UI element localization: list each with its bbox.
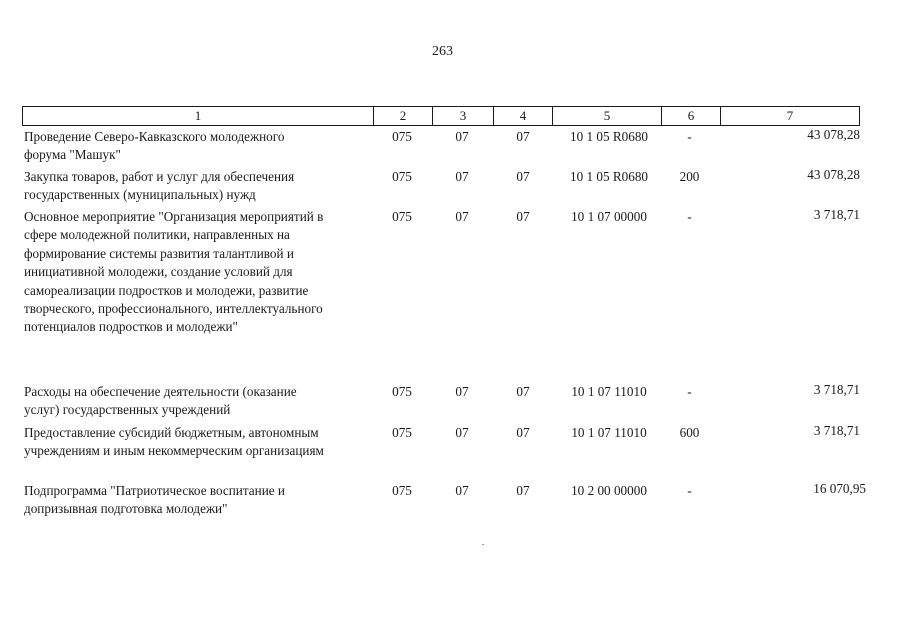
- row-name-line: Предоставление субсидий бюджетным, автономным: [24, 425, 319, 440]
- row-code: 075: [392, 384, 412, 399]
- row-name-line: допризывная подготовка молодежи": [24, 501, 228, 517]
- header-col-5: 5: [603, 108, 611, 123]
- row-amount: 16 070,95: [813, 481, 866, 496]
- row-section: 07: [455, 384, 469, 399]
- row-expense-type: -: [687, 384, 692, 399]
- row-code: 075: [392, 483, 412, 498]
- header-col-2: 2: [399, 108, 407, 123]
- header-col-1: 1: [194, 108, 202, 123]
- row-name-line: Проведение Северо-Кавказского молодежного: [24, 129, 285, 144]
- row-name-line: потенциалов подростков и молодежи": [24, 319, 238, 335]
- row-target-article: 10 1 05 R0680: [569, 169, 649, 184]
- row-section: 07: [455, 129, 469, 144]
- row-name: [24, 424, 374, 461]
- row-name-line: формирование системы развития талантливой и: [24, 245, 294, 261]
- row-section: 07: [455, 169, 469, 184]
- row-name-line: услуг) государственных учреждений: [24, 402, 231, 418]
- row-name: [24, 383, 374, 420]
- row-name-line: государственных (муниципальных) нужд: [24, 187, 256, 203]
- row-expense-type: 200: [679, 169, 700, 184]
- row-code: 075: [392, 169, 412, 184]
- row-expense-type: -: [687, 483, 692, 498]
- row-target-article: 10 1 07 11010: [571, 425, 647, 440]
- row-subsection: 07: [516, 129, 530, 144]
- row-expense-type: -: [687, 209, 692, 224]
- row-name-line: самореализации подростков и молодежи, развитие: [24, 282, 309, 298]
- row-name-line: сфере молодежной политики, направленных на: [24, 227, 290, 243]
- row-subsection: 07: [516, 209, 530, 224]
- row-name: [24, 482, 374, 519]
- row-name-line: творческого, профессионального, интеллектуального: [24, 301, 323, 317]
- page-number: 263: [432, 44, 453, 59]
- row-target-article: 10 1 07 11010: [571, 384, 647, 399]
- row-code: 075: [392, 209, 412, 224]
- row-name: [24, 168, 374, 205]
- row-subsection: 07: [516, 425, 530, 440]
- row-amount: 43 078,28: [807, 127, 860, 142]
- row-name-line: Закупка товаров, работ и услуг для обеспечения: [24, 169, 295, 184]
- row-section: 07: [455, 425, 469, 440]
- row-amount: 3 718,71: [813, 382, 860, 397]
- row-name: [24, 208, 374, 337]
- row-code: 075: [392, 129, 412, 144]
- scan-speck: [482, 544, 484, 545]
- row-amount: 3 718,71: [813, 423, 860, 438]
- row-expense-type: -: [687, 129, 692, 144]
- row-target-article: 10 1 07 00000: [571, 209, 647, 224]
- row-expense-type: 600: [679, 425, 700, 440]
- header-col-7: 7: [786, 108, 794, 123]
- row-name-line: Основное мероприятие "Организация мероприятий в: [24, 209, 324, 224]
- row-target-article: 10 2 00 00000: [571, 483, 647, 498]
- header-col-6: 6: [687, 108, 695, 123]
- row-name-line: форума "Машук": [24, 147, 121, 163]
- row-name: [24, 128, 374, 165]
- row-subsection: 07: [516, 483, 530, 498]
- row-subsection: 07: [516, 169, 530, 184]
- row-target-article: 10 1 05 R0680: [569, 129, 649, 144]
- row-amount: 3 718,71: [813, 207, 860, 222]
- header-col-4: 4: [519, 108, 527, 123]
- row-section: 07: [455, 483, 469, 498]
- table-header: [22, 106, 860, 126]
- row-name-line: Подпрограмма "Патриотическое воспитание и: [24, 483, 285, 498]
- row-subsection: 07: [516, 384, 530, 399]
- row-name-line: инициативной молодежи, создание условий для: [24, 264, 293, 280]
- row-section: 07: [455, 209, 469, 224]
- row-name-line: учреждениям и иным некоммерческим организациям: [24, 443, 324, 459]
- header-col-3: 3: [459, 108, 467, 123]
- row-amount: 43 078,28: [807, 167, 860, 182]
- row-name-line: Расходы на обеспечение деятельности (оказание: [24, 384, 297, 399]
- row-code: 075: [392, 425, 412, 440]
